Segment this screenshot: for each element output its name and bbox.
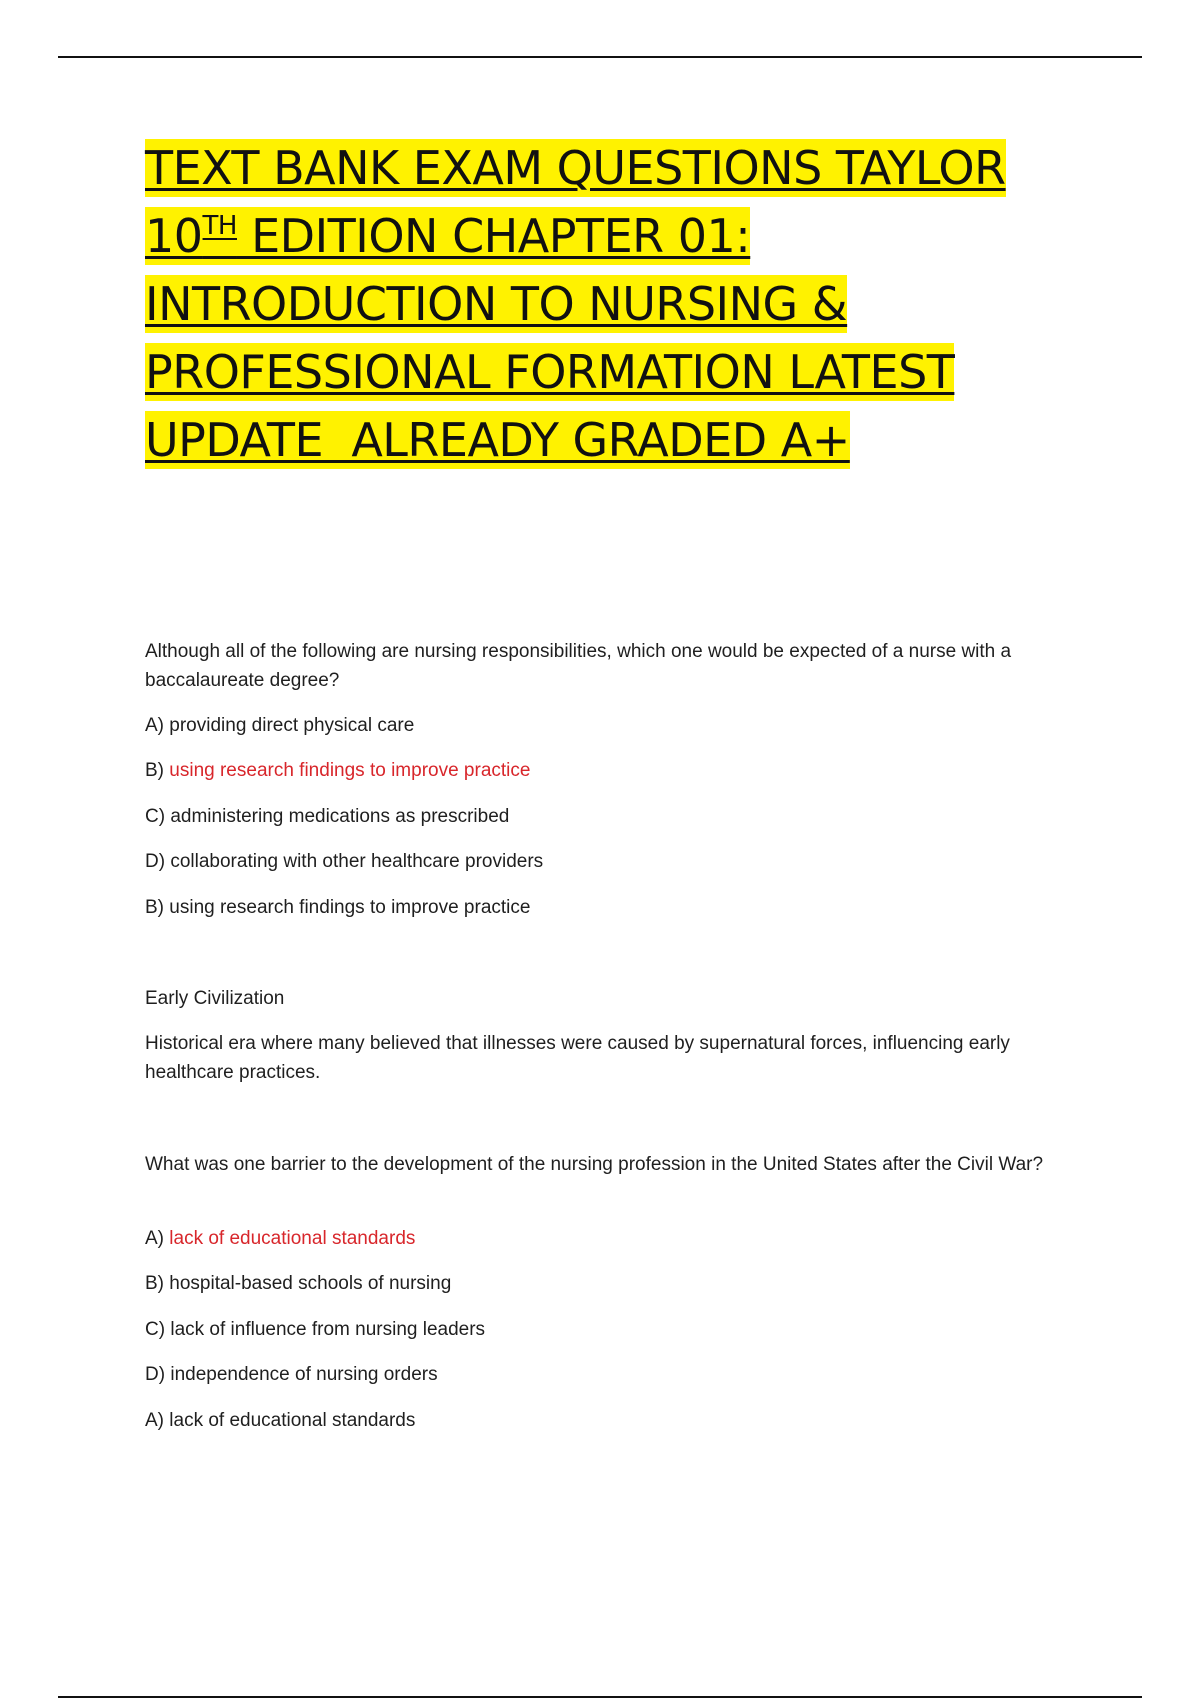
header-divider <box>58 56 1142 58</box>
term-1-definition: Historical era where many believed that illnesses were caused by supernatural forces, influencing early healthcare practices. <box>145 1033 1010 1083</box>
question-2-option-d: D) independence of nursing orders <box>145 1364 438 1385</box>
question-2-option-b: B) hospital-based schools of nursing <box>145 1273 452 1294</box>
title-line-2 <box>145 208 1105 276</box>
question-1-option-d: D) collaborating with other healthcare providers <box>145 851 544 872</box>
question-2-prompt: What was one barrier to the development of the nursing profession in the United States after the Civil War? <box>145 1154 1044 1175</box>
question-1-option-b: B) using research findings to improve practice <box>145 760 531 781</box>
footer-divider <box>58 1696 1142 1698</box>
question-1-option-a: A) providing direct physical care <box>145 715 415 736</box>
question-2-answer: A) lack of educational standards <box>145 1410 416 1431</box>
correct-answer-highlight: using research findings to improve practice <box>169 760 531 781</box>
correct-answer-highlight: lack of educational standards <box>169 1228 416 1249</box>
title-line-4: PROFESSIONAL FORMATION LATEST <box>145 345 955 399</box>
question-2-option-c: C) lack of influence from nursing leaders <box>145 1319 486 1340</box>
title-line-1: TEXT BANK EXAM QUESTIONS TAYLOR <box>145 141 1006 195</box>
title-line-5: UPDATE ALREADY GRADED A+ <box>145 413 850 467</box>
document-title <box>145 140 1105 480</box>
title-line-3: INTRODUCTION TO NURSING & <box>145 277 848 331</box>
title-edition-rest: EDITION CHAPTER 01: <box>236 209 751 263</box>
question-1-answer: B) using research findings to improve practice <box>145 897 531 918</box>
title-edition-suffix: TH <box>202 211 237 241</box>
term-1-heading: Early Civilization <box>145 988 285 1009</box>
question-1-prompt: Although all of the following are nursing responsibilities, which one would be expected of a nurse with a baccalaureate degree? <box>145 641 1012 691</box>
question-2-option-a: A) lack of educational standards <box>145 1228 416 1249</box>
title-edition-number: 10 <box>145 209 203 263</box>
question-1-option-c: C) administering medications as prescribed <box>145 806 510 827</box>
